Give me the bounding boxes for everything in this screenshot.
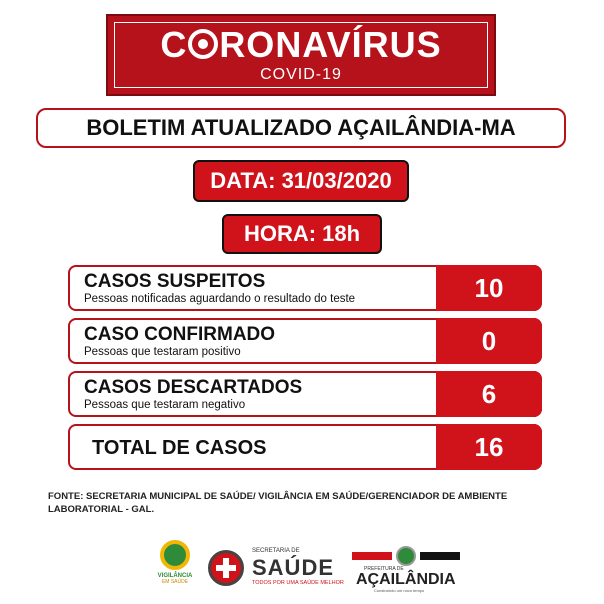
city-seal-icon — [396, 546, 416, 566]
saude-logo-line2: SAÚDE — [252, 555, 335, 580]
row-description: Pessoas que testaram positivo — [84, 346, 241, 358]
banner-subtitle: COVID-19 — [260, 66, 342, 83]
row-description: Pessoas notificadas aguardando o resultado do teste — [84, 293, 356, 305]
date-badge: DATA: 31/03/2020 — [193, 160, 409, 202]
time-badge: HORA: 18h — [222, 214, 382, 254]
flag-black-stripe — [420, 552, 460, 560]
virus-icon — [188, 29, 218, 59]
vigilancia-logo — [148, 540, 202, 596]
secretaria-saude-logo — [208, 546, 346, 592]
row-label: CASOS SUSPEITOS — [84, 271, 266, 292]
covid-banner — [106, 14, 496, 96]
total-label: TOTAL DE CASOS — [92, 437, 267, 459]
row-label: CASOS DESCARTADOS — [84, 377, 303, 398]
saude-logo-line1: SECRETARIA DE — [252, 548, 300, 554]
saude-logo-line3: TODOS POR UMA SAÚDE MELHOR — [252, 580, 344, 586]
banner-title — [108, 26, 494, 64]
row-value: 6 — [436, 371, 542, 417]
row-suspected-cases — [68, 265, 542, 311]
total-value: 16 — [436, 424, 542, 470]
row-discarded-cases — [68, 371, 542, 417]
vigilancia-logo-line1: VIGILÂNCIA — [157, 573, 193, 579]
prefeitura-logo-line1: PREFEITURA DE — [364, 566, 404, 572]
bulletin-title: BOLETIM ATUALIZADO AÇAILÂNDIA-MA — [36, 108, 566, 148]
row-total-cases — [68, 424, 542, 470]
row-value: 0 — [436, 318, 542, 364]
row-confirmed-cases — [68, 318, 542, 364]
vigilancia-emblem-icon — [160, 540, 190, 570]
row-value: 10 — [436, 265, 542, 311]
row-description: Pessoas que testaram negativo — [84, 399, 246, 411]
vigilancia-logo-line2: EM SAÚDE — [161, 579, 189, 585]
medical-cross-icon — [208, 550, 244, 586]
source-note: FONTE: SECRETARIA MUNICIPAL DE SAÚDE/ VIGILÂNCIA EM SAÚDE/GERENCIADOR DE AMBIENTE LABORATORIAL - GAL. — [48, 491, 508, 515]
prefeitura-logo — [352, 542, 460, 596]
prefeitura-logo-line2: AÇAILÂNDIA — [356, 571, 456, 588]
row-label: CASO CONFIRMADO — [84, 324, 276, 345]
prefeitura-flag — [352, 546, 460, 564]
prefeitura-logo-line3: Construindo um novo tempo — [374, 588, 425, 593]
banner-title-prefix: C — [160, 24, 188, 65]
footer-logos — [0, 538, 604, 598]
banner-title-suffix: RONAVÍRUS — [219, 24, 442, 65]
flag-red-stripe — [352, 552, 392, 560]
